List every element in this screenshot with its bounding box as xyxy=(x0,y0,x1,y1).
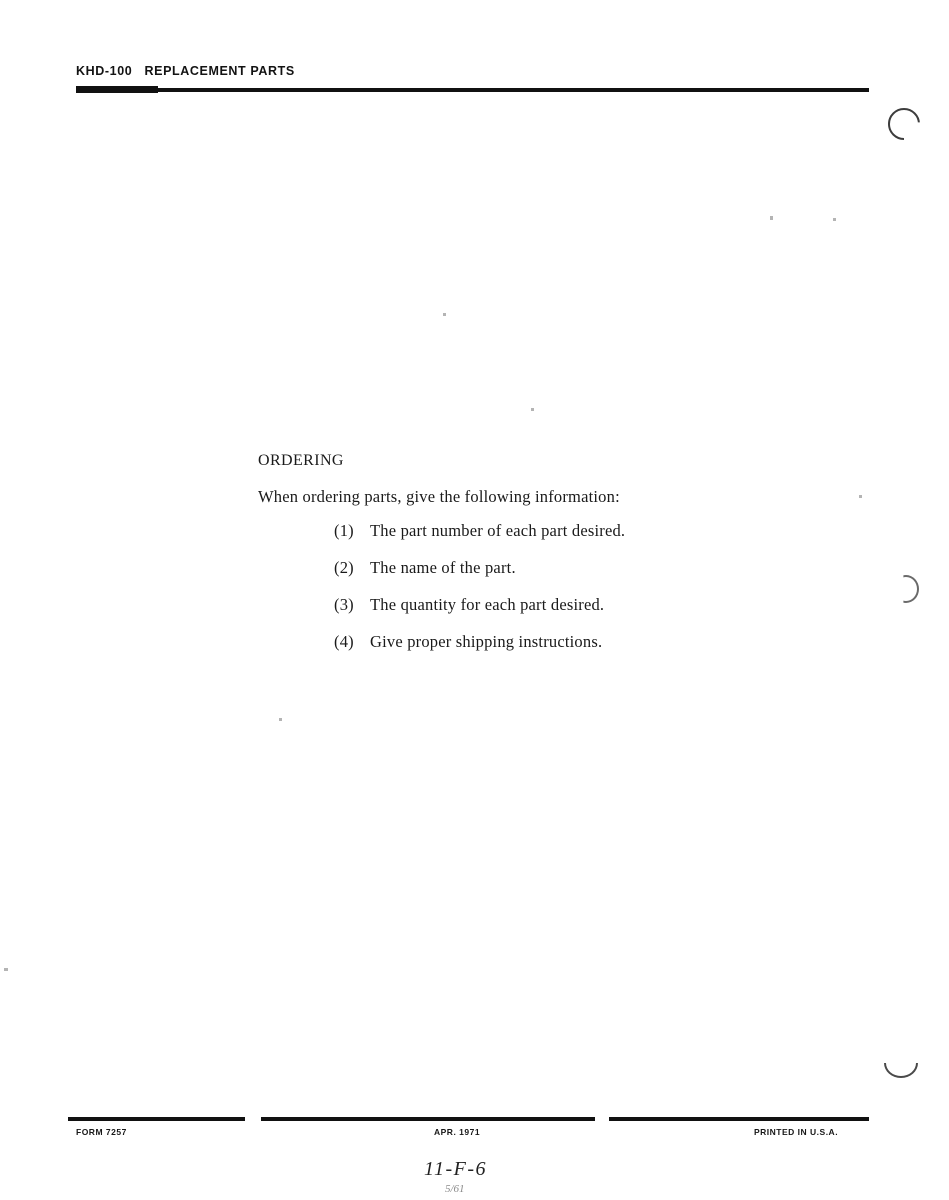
list-item-text: The part number of each part desired. xyxy=(370,521,626,540)
footer-divider-rule xyxy=(68,1117,869,1121)
scan-speck xyxy=(443,313,446,316)
page-number-faint-mark: 5/61 xyxy=(445,1183,465,1195)
page-number: 11-F-6 xyxy=(424,1158,488,1180)
list-item-number: (1) xyxy=(334,521,354,540)
ordering-lead-in-text: When ordering parts, give the following information: xyxy=(258,487,620,506)
list-item-number: (4) xyxy=(334,632,354,651)
list-item-number: (2) xyxy=(334,558,354,577)
list-item-text: Give proper shipping instructions. xyxy=(370,632,603,651)
header-divider-thick-segment xyxy=(76,86,158,93)
scan-speck xyxy=(4,968,8,971)
list-item-text: The name of the part. xyxy=(370,558,516,577)
scan-speck xyxy=(770,216,773,220)
ordering-instructions-list xyxy=(334,521,625,669)
list-item xyxy=(334,558,625,578)
list-item xyxy=(334,521,625,541)
footer-date: APR. 1971 xyxy=(434,1127,481,1137)
list-item xyxy=(334,632,625,652)
section-heading-ordering: ORDERING xyxy=(258,452,344,469)
list-item-text: The quantity for each part desired. xyxy=(370,595,605,614)
scan-speck xyxy=(833,218,836,221)
punch-hole-mark-icon xyxy=(884,1048,918,1078)
punch-hole-mark-icon xyxy=(893,575,919,603)
footer-rule-break-right xyxy=(595,1117,609,1121)
scan-speck xyxy=(859,495,862,498)
list-item-number: (3) xyxy=(334,595,354,614)
page-header-title: KHD-100 REPLACEMENT PARTS xyxy=(76,64,295,78)
header-divider-rule xyxy=(76,88,869,92)
footer-form-number: FORM 7257 xyxy=(76,1127,127,1137)
footer-printed-in: PRINTED IN U.S.A. xyxy=(754,1127,839,1137)
punch-hole-mark-icon xyxy=(888,108,920,140)
scan-speck xyxy=(279,718,282,721)
footer-rule-break-left xyxy=(245,1117,261,1121)
list-item xyxy=(334,595,625,615)
scan-speck xyxy=(531,408,534,411)
